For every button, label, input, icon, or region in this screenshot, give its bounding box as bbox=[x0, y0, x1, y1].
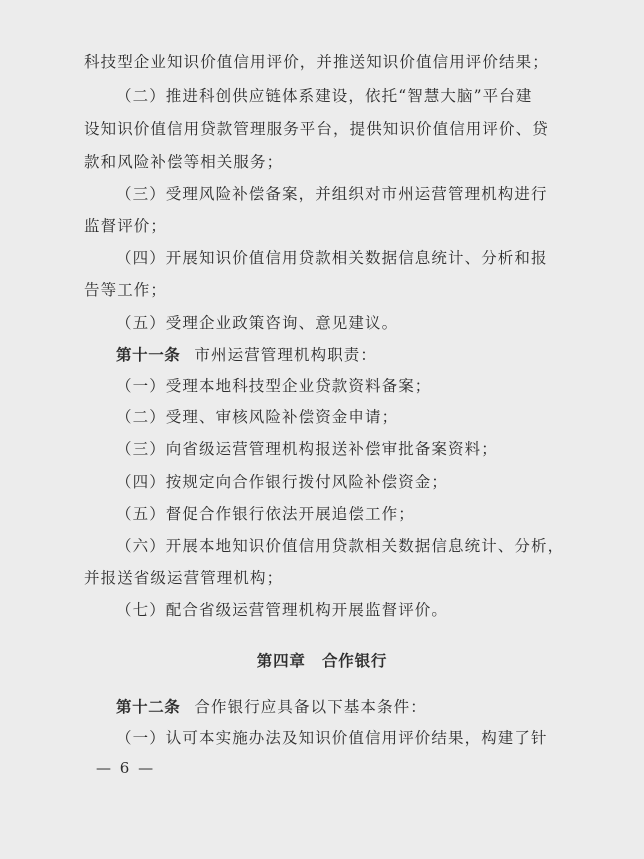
article-12-text: 合作银行应具备以下基本条件： bbox=[194, 698, 427, 716]
article-12-title: 第十二条 bbox=[116, 697, 181, 716]
article-11 bbox=[116, 345, 560, 365]
text-line: （五）受理企业政策咨询、意见建议。 bbox=[116, 314, 399, 332]
text-line: 科技型企业知识价值信用评价，并推送知识价值信用评价结果； bbox=[84, 53, 549, 71]
list-item: （三）向省级运营管理机构报送补偿审批备案资料； bbox=[116, 440, 498, 458]
text-line: （四）开展知识价值信用贷款相关数据信息统计、分析和报 bbox=[116, 249, 548, 267]
text-line: 监督评价； bbox=[84, 217, 168, 235]
list-item: （五）督促合作银行依法开展追偿工作； bbox=[116, 505, 415, 523]
list-item: （六）开展本地知识价值信用贷款相关数据信息统计、分析， bbox=[116, 537, 565, 555]
text-line: （三）受理风险补偿备案，并组织对市州运营管理机构进行 bbox=[116, 185, 548, 203]
page-number: — 6 — bbox=[96, 759, 156, 777]
article-12 bbox=[116, 697, 560, 717]
list-item: （二）受理、审核风险补偿资金申请； bbox=[116, 408, 399, 426]
text-line: （二）推进科创供应链体系建设，依托“智慧大脑”平台建 bbox=[116, 87, 533, 105]
list-item: （七）配合省级运营管理机构开展监督评价。 bbox=[116, 601, 449, 619]
text-line: 设知识价值信用贷款管理服务平台，提供知识价值信用评价、贷 bbox=[84, 120, 549, 138]
list-item: （一）受理本地科技型企业贷款资料备案； bbox=[116, 377, 432, 395]
text-line: 告等工作； bbox=[84, 281, 168, 299]
article-11-text: 市州运营管理机构职责： bbox=[194, 346, 378, 364]
text-line: 款和风险补偿等相关服务； bbox=[84, 153, 284, 171]
list-item: 并报送省级运营管理机构； bbox=[84, 569, 284, 587]
article-11-title: 第十一条 bbox=[116, 345, 181, 364]
list-item: （四）按规定向合作银行拨付风险补偿资金； bbox=[116, 473, 449, 491]
chapter-heading: 第四章 合作银行 bbox=[256, 651, 388, 670]
list-item: （一）认可本实施办法及知识价值信用评价结果，构建了针 bbox=[116, 729, 548, 747]
